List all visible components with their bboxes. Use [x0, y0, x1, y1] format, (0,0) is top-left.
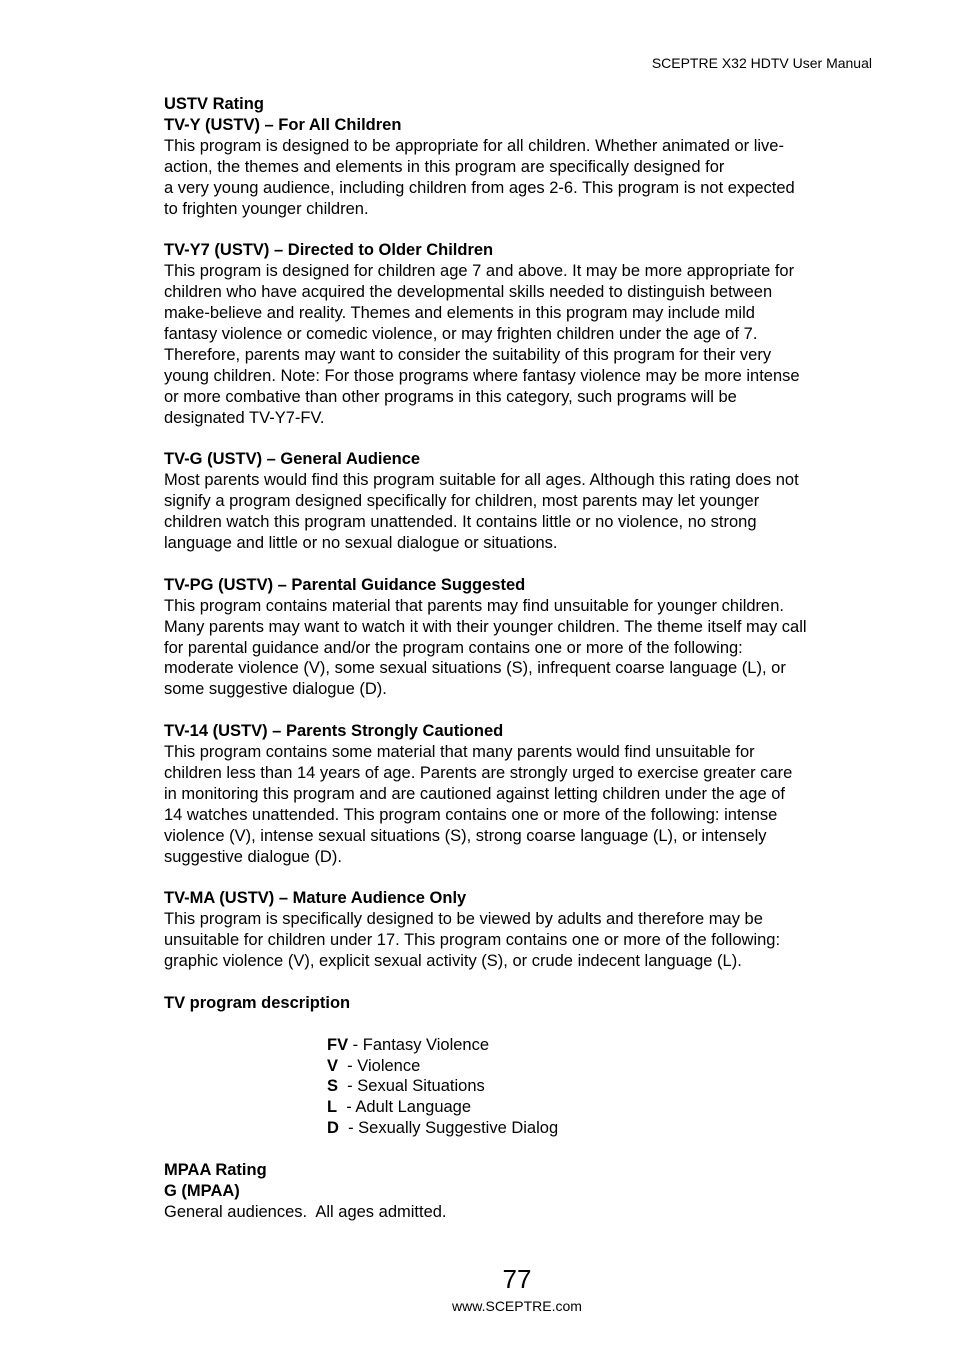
- text-line: This program contains some material that many parents would find unsuitable for: [164, 743, 755, 762]
- text-line: This program is designed to be appropriate for all children. Whether animated or live-: [164, 136, 784, 155]
- text-line: action, the themes and elements in this program are specifically designed for: [164, 157, 725, 176]
- section-tv-y: [164, 115, 884, 220]
- text-line: signify a program designed specifically for children, most parents may let younger: [164, 492, 760, 511]
- section-title: TV-PG (USTV) – Parental Guidance Suggested: [164, 575, 526, 594]
- text-line: Many parents may want to watch it with their younger children. The theme itself may call: [164, 617, 807, 636]
- text-line: fantasy violence or comedic violence, or may frighten children under the age of 7.: [164, 324, 758, 343]
- mpaa-text: General audiences. All ages admitted.: [164, 1202, 447, 1221]
- text-line: or more combative than other programs in this category, such programs will be: [164, 387, 737, 406]
- code-text: - Adult Language: [337, 1098, 472, 1117]
- text-line: 14 watches unattended. This program contains one or more of the following: intense: [164, 805, 778, 824]
- text-line: This program contains material that parents may find unsuitable for younger children.: [164, 596, 784, 615]
- text-line: This program is specifically designed to be viewed by adults and therefore may be: [164, 910, 763, 929]
- running-header: SCEPTRE X32 HDTV User Manual: [651, 55, 872, 71]
- text-line: unsuitable for children under 17. This program contains one or more of the following:: [164, 931, 781, 950]
- text-line: This program is designed for children age 7 and above. It may be more appropriate for: [164, 262, 795, 281]
- text-line: children who have acquired the developmental skills needed to distinguish between: [164, 283, 773, 302]
- text-line: language and little or no sexual dialogue or situations.: [164, 534, 558, 552]
- section-tv-g: [164, 449, 884, 554]
- text-line: make-believe and reality. Themes and elements in this program may include mild: [164, 304, 755, 323]
- footer-url: www.SCEPTRE.com: [452, 1298, 582, 1314]
- code-text: - Sexually Suggestive Dialog: [338, 1119, 559, 1138]
- code-item: [327, 1076, 884, 1097]
- text-line: for parental guidance and/or the program contains one or more of the following:: [164, 638, 743, 657]
- section-title: TV-G (USTV) – General Audience: [164, 450, 421, 469]
- code-text: - Sexual Situations: [338, 1077, 485, 1096]
- text-line: young children. Note: For those programs where fantasy violence may be more intense: [164, 366, 800, 385]
- description-heading: TV program description: [164, 993, 351, 1012]
- ustv-heading: USTV Rating: [164, 95, 264, 113]
- text-line: suggestive dialogue (D).: [164, 847, 342, 866]
- section-title: TV-Y7 (USTV) – Directed to Older Children: [164, 241, 494, 260]
- text-line: a very young audience, including children from ages 2-6. This program is not expected: [164, 178, 795, 197]
- text-line: in monitoring this program and are cautioned against letting children under the age of: [164, 784, 785, 803]
- page-content: [164, 94, 884, 1223]
- section-tv-pg: [164, 575, 884, 700]
- code-key: FV: [327, 1035, 349, 1054]
- code-item: [327, 1035, 884, 1056]
- page-number: 77: [502, 1264, 532, 1294]
- section-title: TV-14 (USTV) – Parents Strongly Cautioned: [164, 722, 504, 741]
- text-line: Therefore, parents may want to consider the suitability of this program for their very: [164, 345, 772, 364]
- text-line: children watch this program unattended. It contains little or no violence, no strong: [164, 513, 757, 532]
- code-item: [327, 1056, 884, 1077]
- code-key: S: [327, 1077, 339, 1096]
- code-key: D: [327, 1119, 339, 1138]
- text-line: graphic violence (V), explicit sexual activity (S), or crude indecent language (L).: [164, 952, 742, 971]
- text-line: moderate violence (V), some sexual situations (S), infrequent coarse language (L), or: [164, 659, 786, 678]
- section-tv-y7: [164, 240, 884, 428]
- text-line: violence (V), intense sexual situations (S), strong coarse language (L), or intensely: [164, 826, 767, 845]
- section-tv-ma: [164, 888, 884, 972]
- code-key: L: [327, 1098, 338, 1117]
- section-title: TV-Y (USTV) – For All Children: [164, 115, 402, 134]
- text-line: Most parents would find this program suitable for all ages. Although this rating does not: [164, 471, 799, 490]
- code-text: - Violence: [338, 1056, 421, 1075]
- text-line: to frighten younger children.: [164, 199, 369, 218]
- section-title: TV-MA (USTV) – Mature Audience Only: [164, 889, 467, 908]
- mpaa-sub-heading: G (MPAA): [164, 1182, 240, 1200]
- code-item: [327, 1097, 884, 1118]
- code-text: - Fantasy Violence: [348, 1035, 490, 1054]
- text-line: designated TV-Y7-FV.: [164, 408, 325, 427]
- code-key: V: [327, 1056, 339, 1075]
- code-item: [327, 1118, 884, 1139]
- description-codes: [327, 1035, 884, 1140]
- text-line: some suggestive dialogue (D).: [164, 680, 387, 699]
- mpaa-heading: MPAA Rating: [164, 1161, 267, 1180]
- text-line: children less than 14 years of age. Parents are strongly urged to exercise greater care: [164, 763, 793, 782]
- section-tv-14: [164, 721, 884, 867]
